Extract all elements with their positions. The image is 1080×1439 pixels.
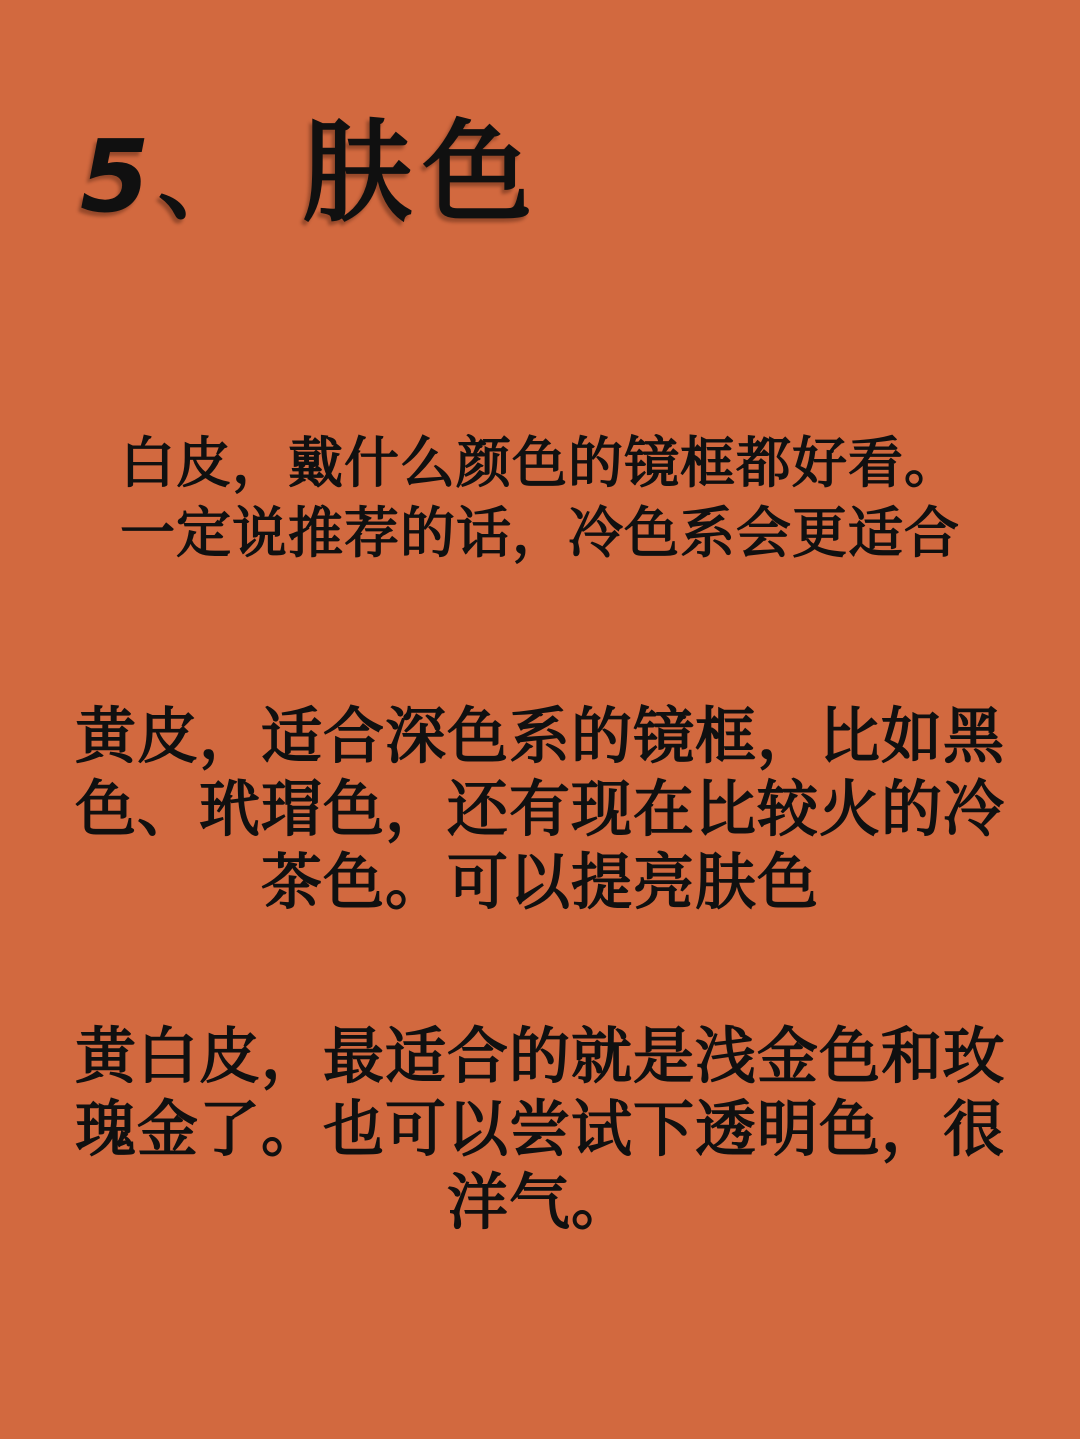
text-line: 黄皮，适合深色系的镜框，比如黑 (74, 701, 1005, 772)
text-line: 黄白皮，最适合的就是浅金色和玫 (74, 1021, 1005, 1092)
text-line: 色、玳瑁色，还有现在比较火的冷 (74, 774, 1005, 845)
title-punctuation: 、 (157, 126, 252, 233)
paragraph-yellow-skin (0, 700, 1080, 919)
paragraph-white-skin (0, 428, 1080, 568)
text-line: 瑰金了。也可以尝试下透明色，很 (74, 1094, 1005, 1165)
text-line: 白皮，戴什么颜色的镜框都好看。 (119, 431, 960, 495)
text-line: 一定说推荐的话，冷色系会更适合 (119, 501, 960, 565)
paragraph-yellow-white-skin (0, 1020, 1080, 1239)
title-number: 5 (80, 118, 152, 235)
title-label: 肤色 (302, 109, 543, 237)
text-line: 茶色。可以提亮肤色 (260, 847, 819, 918)
text-line: 洋气。 (446, 1167, 633, 1238)
page-title (80, 109, 543, 237)
